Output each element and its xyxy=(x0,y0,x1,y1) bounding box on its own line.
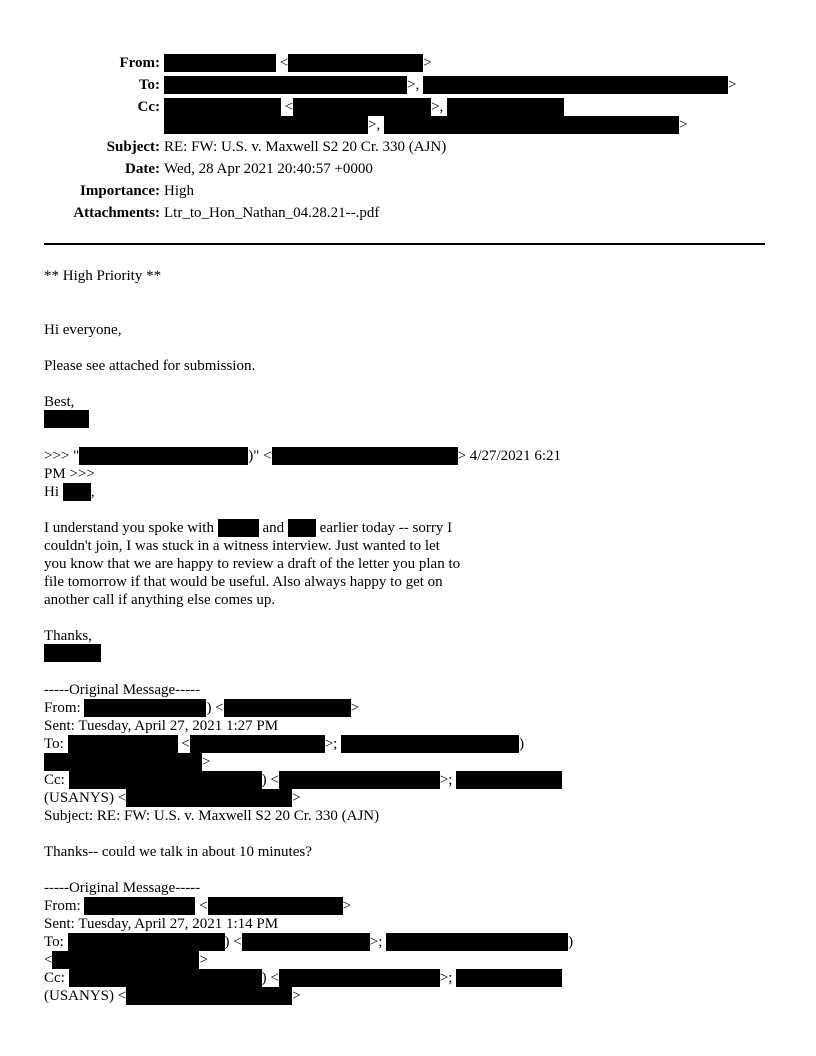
paragraph-line: file tomorrow if that would be useful. Also always happy to get on xyxy=(44,574,443,590)
from-label: From: xyxy=(119,55,160,71)
orig1-from: From: ) < > xyxy=(44,700,360,716)
redaction xyxy=(69,969,262,987)
redaction xyxy=(288,54,423,72)
redaction xyxy=(456,771,562,789)
redaction xyxy=(164,98,281,116)
redaction xyxy=(63,483,91,501)
orig1-usanys: (USANYS) < xyxy=(44,790,127,806)
quote-mid: )" < xyxy=(248,448,272,464)
orig1-subject: Subject: RE: FW: U.S. v. Maxwell S2 20 Cr. 330 (AJN) xyxy=(44,808,380,824)
p1-text-end: earlier today -- sorry I xyxy=(319,520,453,536)
date-value: Wed, 28 Apr 2021 20:40:57 +0000 xyxy=(164,161,373,177)
paragraph-line xyxy=(44,519,452,537)
redaction xyxy=(386,933,568,951)
redaction xyxy=(384,116,679,134)
greeting: Hi everyone, xyxy=(44,322,122,338)
redaction xyxy=(272,447,458,465)
subject-value: RE: FW: U.S. v. Maxwell S2 20 Cr. 330 (AJN) xyxy=(164,139,447,155)
original-message-divider: -----Original Message----- xyxy=(44,880,201,896)
quote-prefix: >>> " xyxy=(44,448,80,464)
redaction xyxy=(84,699,206,717)
cc-value: < >, xyxy=(164,98,564,116)
orig1-cc-cont: (USANYS) < > xyxy=(44,790,301,806)
orig2-cc-cont: (USANYS) < > xyxy=(44,988,301,1004)
to-value: >, > xyxy=(164,76,736,94)
redaction xyxy=(447,98,564,116)
orig1-to: To: < >; ) xyxy=(44,736,525,752)
orig1-sent: Sent: Tuesday, April 27, 2021 1:27 PM xyxy=(44,718,279,734)
redaction xyxy=(84,897,195,915)
signature-redaction xyxy=(44,410,89,428)
orig2-sent: Sent: Tuesday, April 27, 2021 1:14 PM xyxy=(44,916,279,932)
signoff: Best, xyxy=(44,394,75,410)
redaction xyxy=(224,699,351,717)
orig1-from-label: From: xyxy=(44,700,81,716)
from-value: < > xyxy=(164,54,432,72)
signature-redaction xyxy=(44,644,101,662)
redaction xyxy=(44,753,202,771)
orig2-to: To: ) < >; ) xyxy=(44,934,574,950)
orig2-from-label: From: xyxy=(44,898,81,914)
orig1-cc-label: Cc: xyxy=(44,772,65,788)
redaction xyxy=(218,519,259,537)
hi-comma: , xyxy=(90,484,95,500)
cc-value-cont: >, > xyxy=(164,116,687,134)
priority-text: ** High Priority ** xyxy=(44,268,162,284)
hi-line xyxy=(44,483,95,501)
orig2-from: From: < > xyxy=(44,898,352,914)
redaction xyxy=(52,951,199,969)
orig2-usanys: (USANYS) < xyxy=(44,988,127,1004)
orig2-cc: Cc: ) < >; xyxy=(44,969,562,987)
redaction xyxy=(279,969,440,987)
p1-text: I understand you spoke with xyxy=(44,520,214,536)
header-divider xyxy=(44,243,765,245)
paragraph-line: couldn't join, I was stuck in a witness interview. Just wanted to let xyxy=(44,538,440,554)
orig2-to-label: To: xyxy=(44,934,64,950)
quote-time: PM >>> xyxy=(44,466,95,482)
subject-label: Subject: xyxy=(106,139,160,155)
redaction xyxy=(190,735,325,753)
redaction xyxy=(423,76,728,94)
redaction xyxy=(242,933,370,951)
redaction xyxy=(68,933,225,951)
orig1-cc: Cc: ) < >; xyxy=(44,771,562,789)
hi-text: Hi xyxy=(44,484,59,500)
redaction xyxy=(341,735,519,753)
redaction xyxy=(288,519,316,537)
redaction xyxy=(69,771,262,789)
redaction xyxy=(164,54,276,72)
redaction xyxy=(456,969,562,987)
redaction xyxy=(164,116,368,134)
redaction xyxy=(279,771,440,789)
date-label: Date: xyxy=(125,161,160,177)
paragraph-line: another call if anything else comes up. xyxy=(44,592,276,608)
importance-label: Importance: xyxy=(80,183,160,199)
orig1-message: Thanks-- could we talk in about 10 minutes? xyxy=(44,844,312,860)
to-label: To: xyxy=(138,77,160,93)
paragraph-line: you know that we are happy to review a draft of the letter you plan to xyxy=(44,556,461,572)
redaction xyxy=(68,735,178,753)
redaction xyxy=(293,98,431,116)
attachment-name[interactable]: Ltr_to_Hon_Nathan_04.28.21--.pdf xyxy=(164,205,380,221)
redaction xyxy=(126,789,292,807)
thanks: Thanks, xyxy=(44,628,92,644)
orig1-to-label: To: xyxy=(44,736,64,752)
quote-suffix: > 4/27/2021 6:21 xyxy=(457,448,562,464)
original-message-divider: -----Original Message----- xyxy=(44,682,201,698)
orig1-to-cont: > xyxy=(44,753,210,771)
orig2-cc-label: Cc: xyxy=(44,970,65,986)
body-line: Please see attached for submission. xyxy=(44,358,256,374)
redaction xyxy=(164,76,407,94)
importance-value: High xyxy=(164,183,194,199)
p1-and: and xyxy=(262,520,285,536)
attachments-label: Attachments: xyxy=(73,205,160,221)
quote-header xyxy=(44,447,561,465)
cc-label: Cc: xyxy=(137,99,160,115)
redaction xyxy=(208,897,343,915)
redaction xyxy=(126,987,292,1005)
orig2-to-cont: < > xyxy=(44,952,208,968)
redaction xyxy=(79,447,248,465)
